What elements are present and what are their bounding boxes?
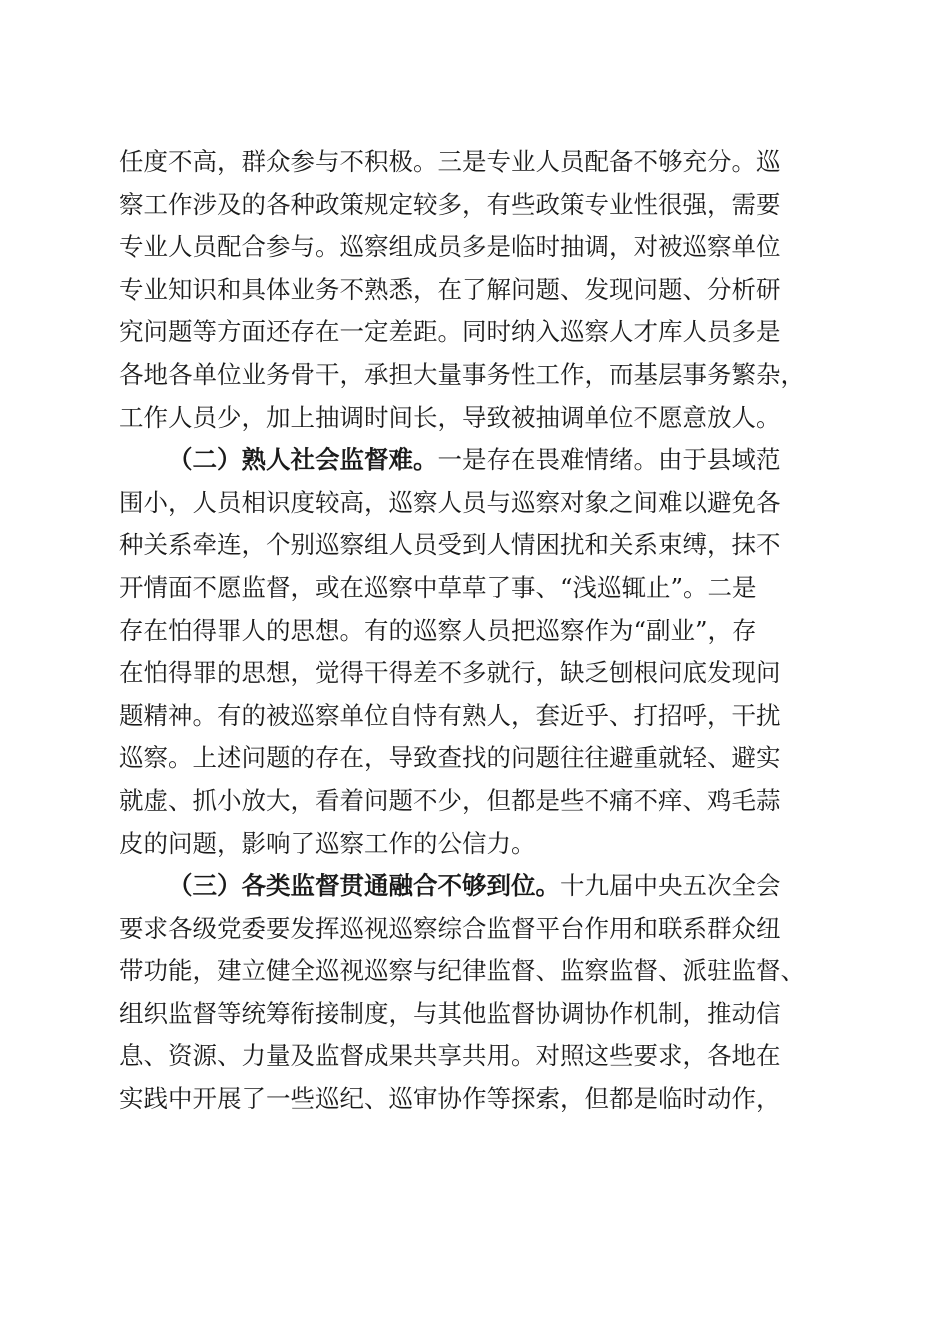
text-line: 专业知识和具体业务不熟悉，在了解问题、发现问题、分析研 [119, 274, 781, 304]
text-line: 要求各级党委要发挥巡视巡察综合监督平台作用和联系群众纽 [119, 913, 781, 943]
text-run: 十九届中央五次全会 [560, 871, 781, 901]
text-line: 任度不高，群众参与不积极。三是专业人员配备不够充分。巡 [119, 147, 781, 176]
text-line [119, 439, 835, 482]
text-line: 在怕得罪的思想，觉得干得差不多就行，缺乏刨根问底发现问 [119, 658, 781, 688]
text-line: 各地各单位业务骨干，承担大量事务性工作，而基层事务繁杂， [119, 359, 805, 389]
paragraph-3 [119, 865, 835, 1121]
text-line: 开情面不愿监督，或在巡察中草草了事、“浅巡辄止”。二是 [119, 572, 757, 602]
text-line: 巡察。上述问题的存在，导致查找的问题往往避重就轻、避实 [119, 743, 781, 773]
text-line: 围小，人员相识度较高，巡察人员与巡察对象之间难以避免各 [119, 487, 781, 517]
section-heading: （二）熟人社会监督难。 [168, 445, 438, 475]
text-line: 专业人员配合参与。巡察组成员多是临时抽调，对被巡察单位 [119, 232, 781, 262]
text-line: 题精神。有的被巡察单位自恃有熟人，套近乎、打招呼，干扰 [119, 700, 781, 730]
paragraph-1 [119, 141, 835, 439]
text-line: 实践中开展了一些巡纪、巡审协作等探索，但都是临时动作， [119, 1084, 781, 1114]
text-line: 种关系牵连，个别巡察组人员受到人情困扰和关系束缚，抹不 [119, 530, 781, 560]
text-line: 察工作涉及的各种政策规定较多，有些政策专业性很强，需要 [119, 189, 781, 219]
text-line [119, 865, 835, 908]
document-body [119, 141, 835, 1121]
text-line: 皮的问题，影响了巡察工作的公信力。 [119, 828, 536, 858]
text-line: 息、资源、力量及监督成果共享共用。对照这些要求，各地在 [119, 1041, 781, 1071]
text-line: 组织监督等统筹衔接制度，与其他监督协调协作机制，推动信 [119, 998, 781, 1028]
section-heading: （三）各类监督贯通融合不够到位。 [168, 871, 560, 901]
text-run: 一是存在畏难情绪。由于县域范 [437, 445, 781, 475]
text-line: 工作人员少，加上抽调时间长，导致被抽调单位不愿意放人。 [119, 402, 781, 432]
text-line: 究问题等方面还存在一定差距。同时纳入巡察人才库人员多是 [119, 317, 781, 347]
text-line: 就虚、抓小放大，看着问题不少，但都是些不痛不痒、鸡毛蒜 [119, 785, 781, 815]
text-line: 带功能，建立健全巡视巡察与纪律监督、监察监督、派驻监督、 [119, 956, 805, 986]
paragraph-2 [119, 439, 835, 865]
text-line: 存在怕得罪人的思想。有的巡察人员把巡察作为“副业”，存 [119, 615, 757, 645]
